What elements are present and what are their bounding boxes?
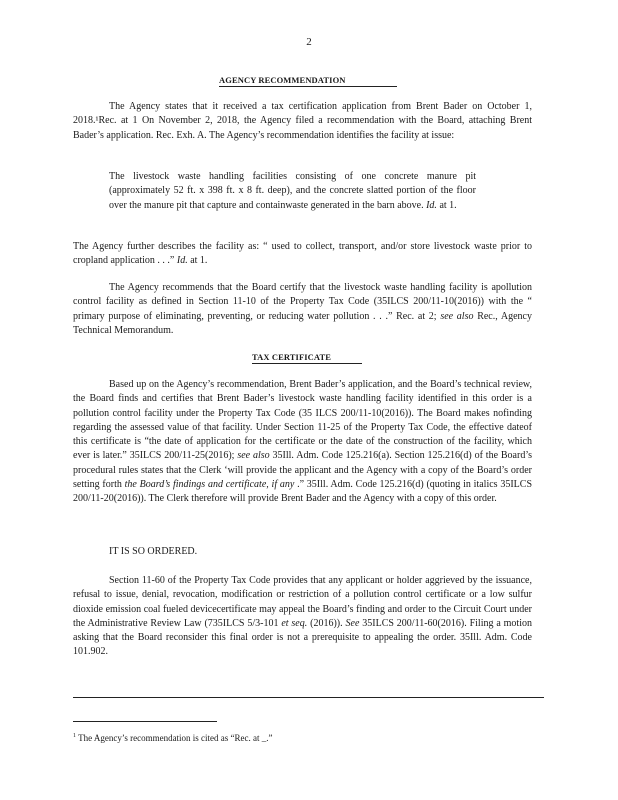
description-pin: at 1. [190, 255, 208, 267]
paragraph-facility-description [73, 240, 532, 269]
findings-text: Based up on the Agency’s recommendation, Brent Bader’s application, and the Board’s technical review, the Board finds and certifies that Brent Bader’s livestock waste handling facility identified in this order is a pollution control facility under the Property Tax Code (35 ILCS 200/11-10(2016)). The Board makes nofinding regarding the assessed value of that facility. Under Section 11-25 of the Property Tax Code, the effective dateof this certificate is “the date of application for the certificate or the date of the construction of the facility, which ever is later.” 35ILCS 200/11-25(2016); [73, 379, 532, 462]
quote-text: The livestock waste handling facilities consisting of one concrete manure pit (approximately 52 ft. x 398 ft. x 8 ft. deep), and the concrete slatted portion of the floor over the manure pit that capture and containwaste generated in the barn above. [109, 171, 476, 211]
appeal-text: Section 11-60 of the Property Tax Code provides that any applicant or holder aggrieved by the issuance, refusal to issue, denial, revocation, modification or restriction of a pollution control certificate or a low sulfur dioxide emission coal fueled devicecertificate may appeal the Board’s finding and order to the Circuit Court under the Administrative Review Law (735ILCS 5/3-101 [73, 575, 532, 629]
paragraph-agency-receipt: The Agency states that it received a tax certification application from Brent Bader on October 1, 2018.¹Rec. at 1 On November 2, 2018, the Agency filed a recommendation with the Board, attaching Brent Bader’s application. Rec. Exh. A. The Agency’s recommendation identifies the facility at issue: [73, 101, 532, 141]
footnote-separator [73, 721, 217, 722]
appeal-closing: 35ILCS 200/11-60(2016). Filing a motion asking that the Board reconsider this final order is not a prerequisite to appealing the order. 35Ill. Adm. Code 101.902. [73, 617, 532, 658]
quote-citation: Id. [426, 199, 437, 211]
quote-pin: at 1. [439, 199, 457, 211]
footnote [73, 733, 273, 743]
description-text: The Agency further describes the facility as: “ used to collect, transport, and/or store livestock waste prior to cropland application . . .” [73, 241, 532, 267]
heading-agency-recommendation: AGENCY RECOMMENDATION [219, 75, 397, 87]
appeal-year: (2016)). [310, 617, 343, 629]
so-ordered: IT IS SO ORDERED. [109, 546, 198, 557]
findings-closing: .” 35Ill. Adm. Code 125.216(d) (quoting in italics 35ILCS 200/11-20(2016)). The Clerk therefore will provide Brent Bader and the Agency with a copy of this order. [73, 479, 533, 505]
appeal-et-seq: et seq. [281, 617, 308, 629]
block-quote-facility [109, 170, 476, 213]
appeal-signal: See [345, 617, 360, 629]
recommends-signal: see also [440, 310, 474, 322]
recommends-citation: Rec., Agency Technical Memorandum. [73, 310, 532, 336]
paragraph-board-findings [73, 378, 532, 507]
footnote-text: The Agency’s recommendation is cited as “Rec. at _.” [78, 733, 273, 743]
heading-tax-certificate: TAX CERTIFICATE [252, 352, 362, 364]
paragraph-agency-recommends [73, 281, 532, 338]
findings-rule-text: 35Ill. Adm. Code 125.216(a). Section 125.216(d) of the Board’s procedural rules states that the Clerk ‘will provide the applicant and the Agency with a copy of the Board’s order setting forth [73, 450, 532, 491]
description-citation: Id. [176, 255, 188, 267]
recommends-text: The Agency recommends that the Board certify that the livestock waste handling facility is apollution control facility as defined in Section 11-10 of the Property Tax Code (35ILCS 200/11-10(2016)) with the “ primary purpose of eliminating, preventing, or reducing water pollution . . .” Rec. at 2; [73, 282, 532, 322]
findings-italic-quote: the Board’s findings and certificate, if any [124, 479, 295, 491]
footnote-marker: 1 [73, 733, 76, 739]
paragraph-appeal-rights [73, 574, 532, 660]
bottom-rule [73, 697, 544, 698]
findings-signal: see also [237, 450, 270, 462]
page-number: 2 [306, 36, 312, 48]
